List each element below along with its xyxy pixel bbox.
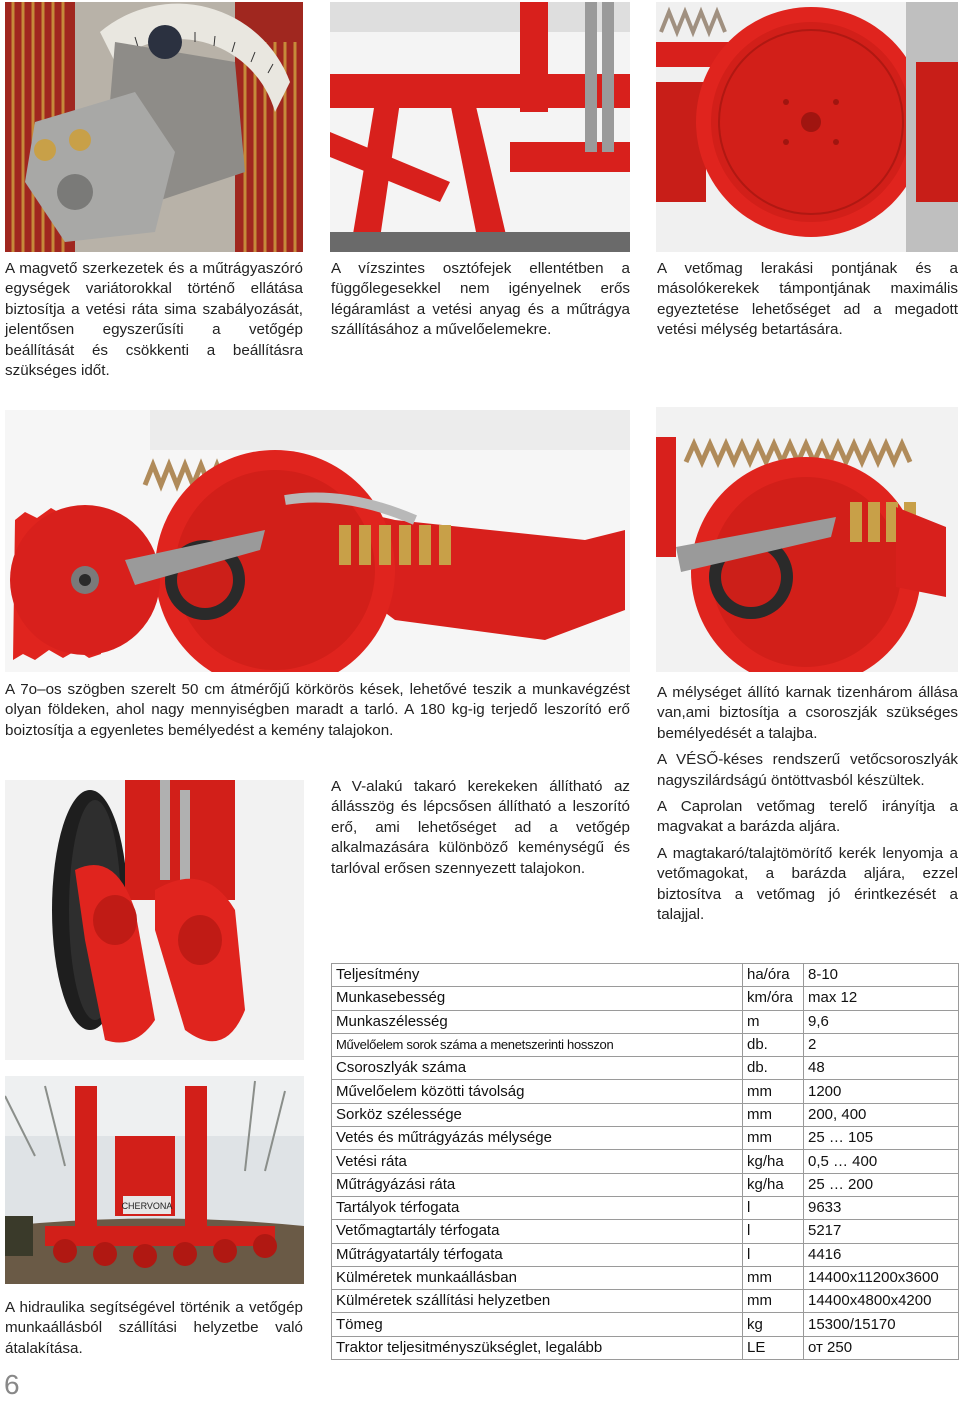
table-row [332,1010,959,1033]
spec-value: 8-10 [804,964,959,987]
table-row [332,1103,959,1126]
table-row [332,1173,959,1196]
spec-param: Vetési ráta [332,1150,743,1173]
spec-value: 9,6 [804,1010,959,1033]
spec-value: 25 … 105 [804,1127,959,1150]
photo-press-wheel [656,2,958,252]
spec-param: Külméretek szállítási helyzetben [332,1290,743,1313]
photo-distributor-frame [330,2,630,252]
table-row [332,1336,959,1359]
spec-param: Művelőelem sorok száma a menetszerinti hosszon [332,1033,743,1056]
table-row [332,1127,959,1150]
caption-variator: A magvető szerkezetek és a műtrágyaszóró egységek variátorokkal történő ellátása biztosítja a vetési ráta sima szabályozását, jelentősen egyszerűsíti a vetőgép beállítását és csökkenti a beállításra szükséges időt. [5,260,303,380]
specifications-table [331,963,959,1360]
caption-circular-discs: A 7o–os szögben szerelt 50 cm átmérőjű körkörös kések, lehetővé teszik a munkavégzést olyan földeken, ahol nagy mennyiségben maradt a tarló. A 180 kg-ig terjedő leszorító erő boiztosítja a egyenletes bemélyedést a kemény talajokon. [5,681,630,739]
spec-param: Munkasebesség [332,987,743,1010]
spec-value: 200, 400 [804,1103,959,1126]
caption-horizontal-distributor: A vízszintes osztófejek ellentétben a függőlegesekkel nem igényelnek erős légáramlást a vetési anyag és a műtrágya szállításához a művelőelemekre. [331,260,630,339]
spec-unit: ha/óra [743,964,804,987]
photo-disc-opener-right [656,407,958,672]
right-column-captions [657,683,958,931]
spec-value: 1200 [804,1080,959,1103]
spec-value: 48 [804,1057,959,1080]
spec-param: Külméretek munkaállásban [332,1266,743,1289]
spec-unit: mm [743,1080,804,1103]
caption-hydraulic-transport: A hidraulika segítségével történik a vetőgép munkaállásból szállítási helyzetbe való átalakítása. [5,1299,303,1357]
spec-unit: LE [743,1336,804,1359]
spec-value: 5217 [804,1220,959,1243]
caption-caprolan-deflector: A Caprolan vetőmag terelő irányítja a magvakat a barázda aljára. [657,798,958,836]
spec-value: 14400x4800x4200 [804,1290,959,1313]
spec-param: Traktor teljesitményszükséglet, legalább [332,1336,743,1359]
spec-value: 15300/15170 [804,1313,959,1336]
caption-chisel-openers: A VÉSŐ-késes rendszerű vetőcsoroszlyák nagyszilárdságú öntöttvasból készültek. [657,751,958,789]
table-row [332,1313,959,1336]
spec-unit: mm [743,1103,804,1126]
photo-disc-opener-left [5,410,630,672]
table-row [332,1033,959,1056]
table-row [332,1290,959,1313]
table-row [332,1057,959,1080]
spec-value: 2 [804,1033,959,1056]
spec-param: Művelőelem közötti távolság [332,1080,743,1103]
table-row [332,1196,959,1219]
spec-value: 4416 [804,1243,959,1266]
spec-unit: db. [743,1057,804,1080]
caption-firming-wheel: A magtakaró/talajtömörítő kerék lenyomja a vetőmagokat, a barázda aljára, ezzel biztosítva a vetőmag jó érintkezését a talajjal. [657,844,958,924]
spec-param: Tömeg [332,1313,743,1336]
spec-unit: mm [743,1290,804,1313]
spec-param: Vetés és műtrágyázás mélysége [332,1127,743,1150]
spec-value: 14400x11200x3600 [804,1266,959,1289]
photo-transport-position [5,1076,304,1284]
spec-unit: l [743,1220,804,1243]
spec-value: 0,5 … 400 [804,1150,959,1173]
brand-label: CHERVONA [121,1201,173,1211]
spec-param: Csoroszlyák száma [332,1057,743,1080]
spec-value: max 12 [804,987,959,1010]
caption-seed-placement: A vetőmag lerakási pontjának és a másolókerekek támpontjának maximális egyeztetése lehetőséget ad a megadott vetési mélység betartására. [657,260,958,339]
spec-param: Munkaszélesség [332,1010,743,1033]
spec-unit: kg/ha [743,1150,804,1173]
caption-v-wheels: A V-alakú takaró kerekeken állítható az állásszög és lépcsősen állítható a leszorító erő, ami lehetőséget ad a vetőgép alkalmazására különböző keménységű és tarlóval erősen szennyezett talajokon. [331,778,630,877]
table-row [332,1220,959,1243]
table-row [332,1266,959,1289]
table-row [332,987,959,1010]
spec-param: Sorköz szélessége [332,1103,743,1126]
spec-value: 9633 [804,1196,959,1219]
spec-unit: mm [743,1127,804,1150]
spec-param: Műtrágyatartály térfogata [332,1243,743,1266]
spec-unit: l [743,1243,804,1266]
spec-param: Műtrágyázási ráta [332,1173,743,1196]
spec-value: от 250 [804,1336,959,1359]
photo-variator-gearbox [5,2,303,252]
spec-unit: db. [743,1033,804,1056]
spec-unit: l [743,1196,804,1219]
spec-unit: kg/ha [743,1173,804,1196]
table-row [332,1243,959,1266]
spec-unit: m [743,1010,804,1033]
caption-depth-arm: A mélységet állító karnak tizenhárom állása van,ami biztosítja a csoroszják szükséges bemélyedését a talajba. [657,684,958,742]
table-row [332,964,959,987]
table-row [332,1080,959,1103]
spec-unit: kg [743,1313,804,1336]
table-row [332,1150,959,1173]
spec-value: 25 … 200 [804,1173,959,1196]
spec-param: Teljesítmény [332,964,743,987]
photo-v-press-wheels [5,780,304,1060]
spec-unit: km/óra [743,987,804,1010]
spec-param: Tartályok térfogata [332,1196,743,1219]
page-number: 6 [4,1369,20,1400]
spec-param: Vetőmagtartály térfogata [332,1220,743,1243]
spec-unit: mm [743,1266,804,1289]
